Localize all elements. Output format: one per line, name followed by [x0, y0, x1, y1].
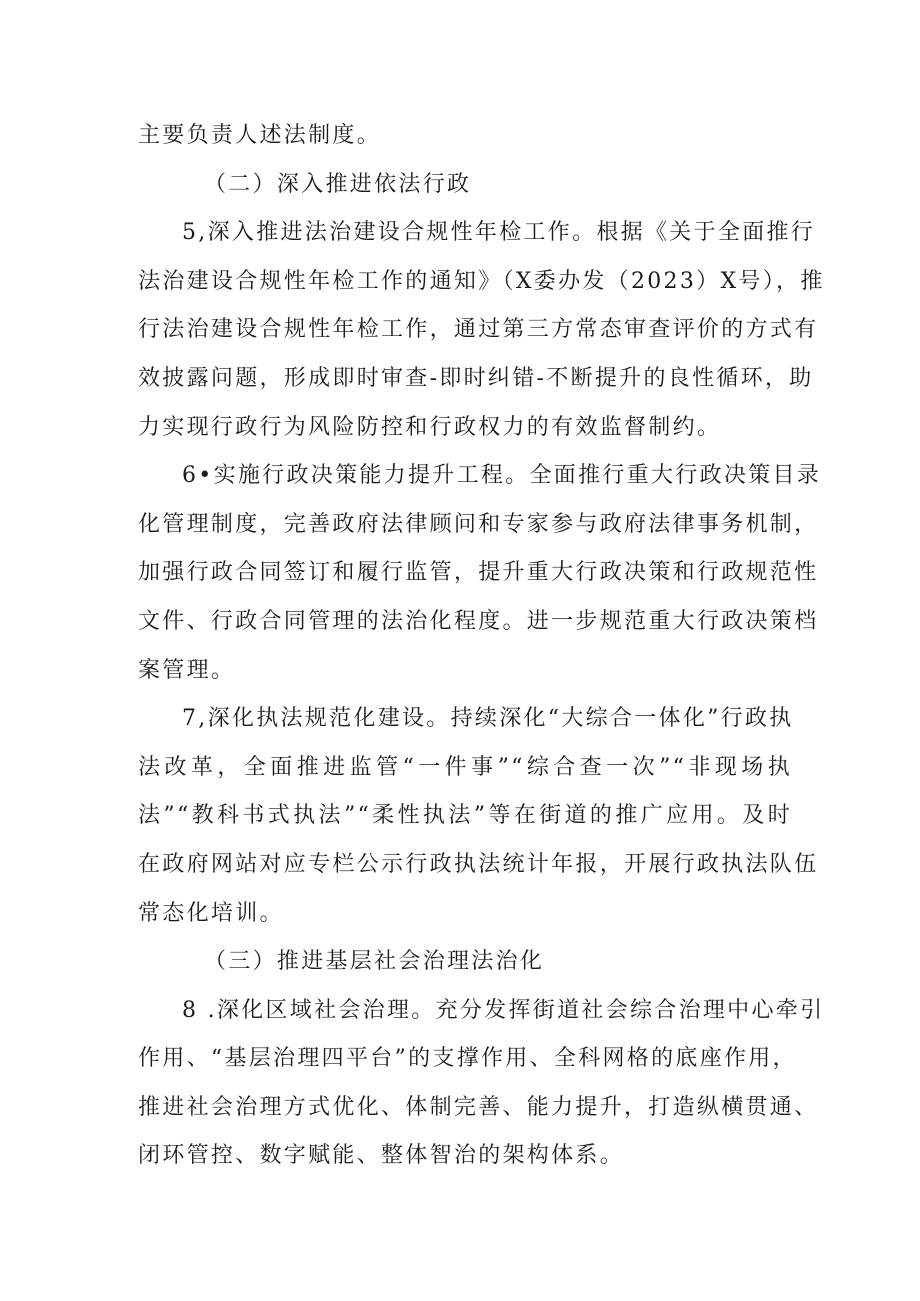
document-page: [138, 112, 825, 1181]
section-heading-2: （二）深入推进依法行政: [204, 171, 472, 197]
paragraph-line: 法改革，全面推进监管“一件事”“综合查一次”“非现场执: [138, 754, 792, 780]
paragraph-line: 作用、“基层治理四平台”的支撑作用、全科网格的底座作用，: [138, 1046, 797, 1072]
paragraph-line: 效披露问题，形成即时审查-即时纠错-不断提升的良性循环，助: [138, 365, 814, 391]
paragraph-line: 闭环管控、数字赋能、整体智治的架构体系。: [138, 1143, 625, 1169]
paragraph-line: 推进社会治理方式优化、体制完善、能力提升，打造纵横贯通、: [138, 1094, 819, 1120]
paragraph-line: 法”“教科书式执法”“柔性执法”等在街道的推广应用。及时: [138, 803, 792, 829]
paragraph-line: 法治建设合规性年检工作的通知》（X委办发（2023）X号），推: [138, 268, 825, 294]
paragraph-line: 在政府网站对应专栏公示行政执法统计年报，开展行政执法队伍: [138, 851, 819, 877]
paragraph-line: 6•实施行政决策能力提升工程。全面推行重大行政决策目录: [182, 463, 822, 489]
paragraph-line: 力实现行政行为风险防控和行政权力的有效监督制约。: [138, 414, 722, 440]
paragraph-line: 常态化培训。: [138, 900, 284, 926]
paragraph-line: 8 .深化区域社会治理。充分发挥街道社会综合治理中心牵引: [182, 997, 825, 1023]
paragraph-line: 7,深化执法规范化建设。持续深化“大综合一体化”行政执: [182, 706, 794, 732]
paragraph-line: 主要负责人述法制度。: [138, 123, 382, 148]
section-heading-3: （三）推进基层社会治理法治化: [204, 949, 545, 975]
paragraph-line: 案管理。: [138, 657, 236, 683]
paragraph-line: 行法治建设合规性年检工作，通过第三方常态审查评价的方式有: [138, 317, 819, 343]
paragraph-line: 5,深入推进法治建设合规性年检工作。根据《关于全面推行: [182, 220, 816, 246]
paragraph-line: 加强行政合同签订和履行监管，提升重大行政决策和行政规范性: [138, 560, 819, 586]
paragraph-line: 化管理制度，完善政府法律顾问和专家参与政府法律事务机制，: [138, 511, 819, 537]
paragraph-line: 文件、行政合同管理的法治化程度。进一步规范重大行政决策档: [138, 608, 819, 634]
document-body: [138, 112, 825, 1181]
